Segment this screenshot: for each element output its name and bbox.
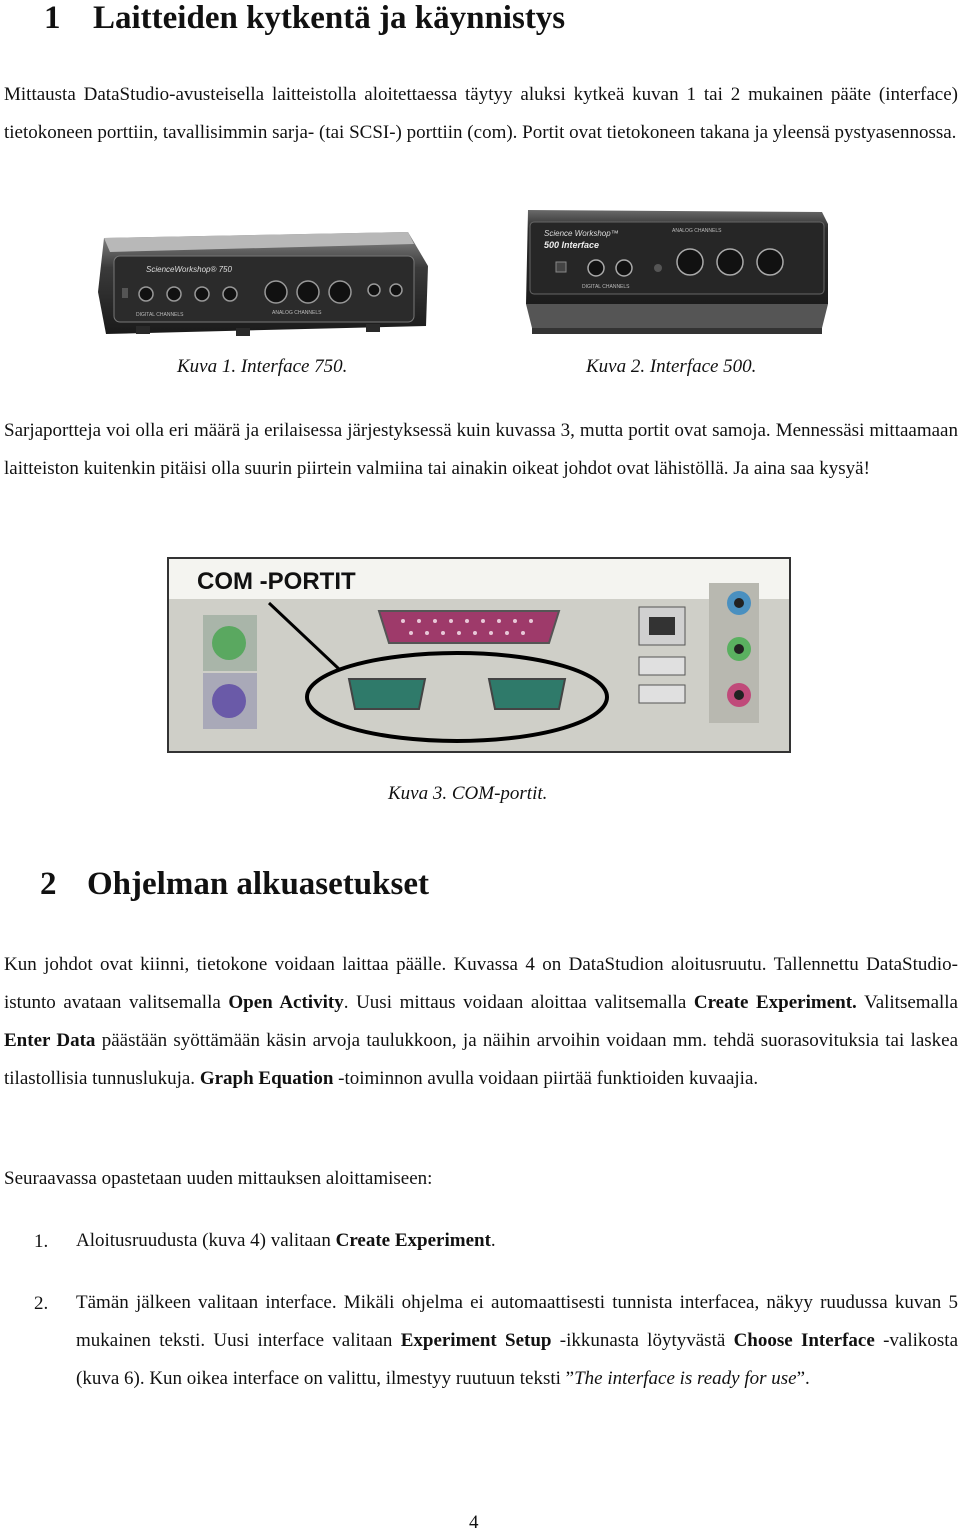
fig2-model: 500 Interface bbox=[544, 240, 600, 250]
p1-text-4: päästään syöttämään käsin arvoja taulukkoon, ja näihin arvoihin voidaan mm. tehdä suorasovituksia tai laskea tilastollisia tunnuslukuja. bbox=[4, 1030, 959, 1089]
section-1-title: Laitteiden kytkentä ja käynnistys bbox=[93, 0, 566, 36]
li2-text-3: -valikosta (kuva 6). Kun oikea interface on valittu, ilmestyy ruutuun teksti ” bbox=[76, 1330, 959, 1389]
choose-interface-term: Choose Interface bbox=[733, 1330, 875, 1351]
fig1-brand: ScienceWorkshop® 750 bbox=[146, 265, 232, 274]
li2-text-4: ”. bbox=[796, 1368, 810, 1389]
figure-3-caption: Kuva 3. COM-portit. bbox=[388, 783, 548, 804]
section-1-number: 1 bbox=[44, 0, 61, 36]
interface-750-photo bbox=[96, 222, 431, 342]
fig2-brand: Science Workshop™ bbox=[544, 229, 619, 238]
svg-text:DIGITAL CHANNELS: DIGITAL CHANNELS bbox=[582, 284, 630, 290]
li1-text-1: Aloitusruudusta (kuva 4) valitaan bbox=[76, 1230, 336, 1251]
svg-text:DIGITAL CHANNELS: DIGITAL CHANNELS bbox=[136, 312, 184, 318]
section-1-paragraph-1: Mittausta DataStudio-avusteisella laitteistolla aloitettaessa täytyy aluksi kytkeä kuvan 1 tai 2 mukainen pääte (interface) tietokoneen porttiin, tavallisimmin sarja- (tai SCSI-) porttiin (com). Portit ovat tietokoneen takana ja yleensä pystyasennossa. bbox=[4, 84, 958, 143]
list-item-2-number: 2. bbox=[34, 1293, 49, 1314]
enter-data-term: Enter Data bbox=[4, 1030, 96, 1051]
li1-text-2: . bbox=[490, 1230, 496, 1251]
section-2-heading bbox=[40, 866, 429, 903]
li2-text-1: Tämän jälkeen valitaan interface. Mikäli ohjelma ei automaattisesti tunnista interfacea, näkyy ruudussa kuvan 5 mukainen teksti. Uusi interface valitaan bbox=[76, 1292, 958, 1351]
com-ports-panel-icon bbox=[169, 559, 789, 751]
li2-text-2: -ikkunasta löytyvästä bbox=[551, 1330, 734, 1351]
list-item-1 bbox=[76, 1222, 958, 1260]
list-item-2 bbox=[76, 1284, 958, 1398]
com-ports-photo bbox=[167, 557, 791, 753]
svg-text:ANALOG CHANNELS: ANALOG CHANNELS bbox=[672, 228, 722, 234]
com-ports-label: COM -PORTIT bbox=[197, 568, 356, 595]
svg-text:ANALOG CHANNELS: ANALOG CHANNELS bbox=[272, 310, 322, 316]
interface-750-device-icon bbox=[96, 222, 431, 342]
create-experiment-term: Create Experiment. bbox=[693, 992, 857, 1013]
p1-text-3: Valitsemalla bbox=[856, 992, 958, 1013]
list-item-1-number: 1. bbox=[34, 1231, 49, 1252]
page-number: 4 bbox=[469, 1512, 479, 1533]
open-activity-term: Open Activity bbox=[228, 992, 344, 1013]
section-2-title: Ohjelman alkuasetukset bbox=[87, 866, 429, 902]
p1-text-2: . Uusi mittaus voidaan aloittaa valitsemalla bbox=[343, 992, 694, 1013]
experiment-setup-term: Experiment Setup bbox=[400, 1330, 552, 1351]
interface-ready-quote: The interface is ready for use bbox=[574, 1368, 797, 1389]
figure-1-caption: Kuva 1. Interface 750. bbox=[177, 356, 348, 377]
section-2-paragraph-1 bbox=[4, 946, 958, 1098]
section-1-heading bbox=[44, 0, 565, 37]
li1-create-experiment-term: Create Experiment bbox=[335, 1230, 491, 1251]
section-1-paragraph-2: Sarjaportteja voi olla eri määrä ja erilaisessa järjestyksessä kuin kuvassa 3, mutta portit ovat samoja. Mennessäsi mittaamaan laitteiston kuitenkin pitäisi olla suurin piirtein valmiina tai ainakin oikeat johdot ovat lähistöllä. Ja aina saa kysyä! bbox=[4, 420, 958, 479]
graph-equation-term: Graph Equation bbox=[199, 1068, 334, 1089]
section-2-number: 2 bbox=[40, 866, 57, 902]
section-2-paragraph-2: Seuraavassa opastetaan uuden mittauksen aloittamiseen: bbox=[4, 1168, 433, 1189]
interface-500-device-icon bbox=[522, 204, 832, 336]
interface-500-photo bbox=[522, 204, 832, 336]
p1-text-5: -toiminnon avulla voidaan piirtää funktioiden kuvaajia. bbox=[333, 1068, 759, 1089]
p1-text-1: Kun johdot ovat kiinni, tietokone voidaan laittaa päälle. Kuvassa 4 on DataStudion aloitusruutu. Tallennettu DataStudio-istunto avataan valitsemalla bbox=[4, 954, 958, 1013]
figure-2-caption: Kuva 2. Interface 500. bbox=[586, 356, 757, 377]
